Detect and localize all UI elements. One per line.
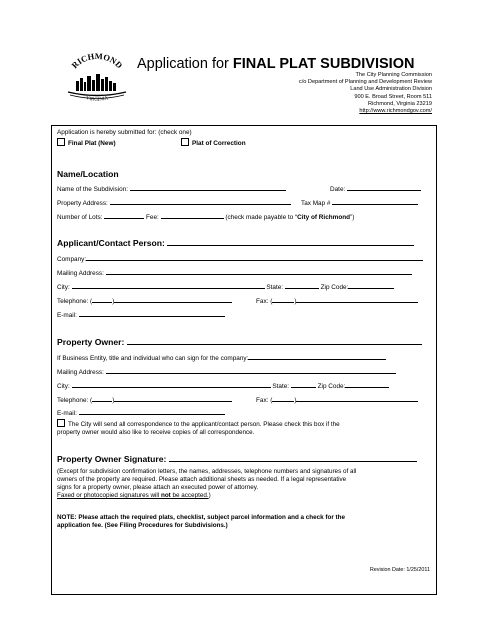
lots-field[interactable] bbox=[104, 212, 144, 219]
row-owner-fax bbox=[256, 395, 418, 404]
tax-map-field[interactable] bbox=[332, 198, 418, 205]
section-heading-applicant bbox=[57, 237, 414, 248]
owner-state-label: State: bbox=[272, 383, 290, 390]
svg-text:VIRGINIA bbox=[85, 96, 109, 103]
address-block bbox=[299, 72, 432, 115]
address-line: The City Planning Commission bbox=[355, 72, 432, 78]
owner-correspondence-checkbox[interactable] bbox=[57, 419, 65, 427]
owner-email-label: E-mail: bbox=[57, 410, 77, 417]
address-line: 900 E. Broad Street, Room 511 bbox=[354, 93, 432, 100]
owner-name-field[interactable] bbox=[127, 336, 422, 345]
row-lots-fee bbox=[57, 212, 354, 221]
zip-label: Zip Code: bbox=[320, 284, 349, 291]
row-owner-telephone bbox=[57, 395, 232, 404]
row-email bbox=[57, 310, 225, 319]
mailing-address-label: Mailing Address: bbox=[57, 270, 104, 277]
owner-city-label: City: bbox=[57, 383, 70, 390]
telephone-label: Telephone: ( bbox=[57, 298, 93, 305]
plat-correction-checkbox[interactable] bbox=[181, 138, 189, 146]
paren-close: ) bbox=[294, 298, 297, 305]
owner-zip-field[interactable] bbox=[345, 381, 389, 388]
applicant-name-field[interactable] bbox=[167, 237, 414, 246]
website-link[interactable]: http://www.richmondgov.com/ bbox=[359, 108, 432, 115]
business-entity-label: If Business Entity, title and individual who can sign for the company: bbox=[57, 355, 249, 362]
company-label: Company: bbox=[57, 256, 87, 263]
faxed-suffix: be accepted. bbox=[170, 492, 209, 499]
richmond-logo bbox=[62, 53, 132, 105]
intro-text: Application is hereby submitted for: (check one) bbox=[57, 129, 192, 136]
state-field[interactable] bbox=[285, 282, 319, 289]
subdivision-name-field[interactable] bbox=[130, 184, 286, 191]
owner-city-field[interactable] bbox=[72, 381, 271, 388]
attachment-note bbox=[57, 514, 345, 530]
section-heading-owner bbox=[57, 336, 422, 347]
property-address-field[interactable] bbox=[110, 198, 291, 205]
company-field[interactable] bbox=[86, 254, 423, 261]
row-fax bbox=[256, 296, 418, 305]
row-owner-city-state-zip bbox=[57, 381, 389, 390]
option-plat-correction[interactable] bbox=[181, 138, 246, 147]
row-company bbox=[57, 254, 423, 263]
tax-map-label: Tax Map # bbox=[301, 200, 331, 207]
row-owner-email bbox=[57, 408, 225, 417]
telephone-area-field[interactable] bbox=[92, 296, 115, 305]
paren-close: ) bbox=[112, 298, 115, 305]
address-line: Land Use Administration Division bbox=[350, 86, 432, 93]
plat-correction-label: Plat of Correction bbox=[192, 140, 246, 147]
faxed-bold: not bbox=[160, 492, 171, 499]
row-property-address bbox=[57, 198, 291, 207]
row-city-state-zip bbox=[57, 282, 394, 291]
owner-telephone-area-field[interactable] bbox=[92, 395, 115, 404]
fee-note-suffix: ”) bbox=[350, 214, 355, 221]
note-line2: application fee. (See Filing Procedures for Subdivisions.) bbox=[57, 522, 228, 529]
row-business-entity bbox=[57, 353, 386, 362]
email-field[interactable] bbox=[79, 310, 225, 317]
fee-label: Fee: bbox=[146, 214, 159, 221]
owner-state-field[interactable] bbox=[291, 381, 316, 388]
note-line1: NOTE: Please attach the required plats, checklist, subject parcel information and a check for the bbox=[57, 514, 345, 521]
row-tax-map bbox=[301, 198, 418, 207]
address-line: c/o Department of Planning and Development Review bbox=[298, 79, 432, 86]
owner-telephone-field[interactable] bbox=[114, 395, 232, 402]
city-label: City: bbox=[57, 284, 70, 291]
section-heading-name-location: Name/Location bbox=[57, 169, 119, 179]
signature-note-line: owners of the property are required. Please attach additional sheets as needed. If a legal representative bbox=[57, 476, 347, 483]
date-label: Date: bbox=[330, 186, 346, 193]
logo-bottom-text: VIRGINIA bbox=[85, 96, 109, 103]
fax-label: Fax: ( bbox=[256, 298, 273, 305]
owner-heading-text: Property Owner: bbox=[57, 337, 125, 347]
owner-zip-label: Zip Code: bbox=[317, 383, 346, 390]
address-line: Richmond, Virginia 23219 bbox=[368, 100, 432, 107]
paren-close: ) bbox=[294, 397, 297, 404]
row-telephone bbox=[57, 296, 232, 305]
faxed-note bbox=[57, 492, 356, 500]
fee-note-bold: City of Richmond bbox=[297, 214, 351, 221]
signature-note bbox=[57, 468, 356, 500]
owner-fax-label: Fax: ( bbox=[256, 397, 273, 404]
title-bold: FINAL PLAT SUBDIVISION bbox=[232, 56, 415, 72]
subdivision-label: Name of the Subdivision: bbox=[57, 186, 129, 193]
final-plat-label: Final Plat (New) bbox=[68, 140, 116, 147]
signature-heading-text: Property Owner Signature: bbox=[57, 454, 167, 464]
logo-top-text: RICHMOND bbox=[69, 53, 125, 71]
business-entity-field[interactable] bbox=[248, 353, 386, 360]
svg-text:RICHMOND bbox=[69, 53, 124, 70]
signature-note-line: signs for a property owner, please attach an executed power of attorney. bbox=[57, 484, 259, 491]
correspondence-text-line1: The City will send all correspondence to the applicant/contact person. Please check this box if the bbox=[68, 421, 340, 428]
title-prefix: Application for bbox=[137, 56, 233, 72]
signature-field[interactable] bbox=[169, 453, 417, 462]
correspondence-text-line2: property owner would also like to receive copies of all correspondence. bbox=[57, 429, 255, 436]
section-heading-signature bbox=[57, 453, 417, 464]
faxed-close: ) bbox=[208, 492, 211, 499]
state-label: State: bbox=[266, 284, 284, 291]
email-label: E-mail: bbox=[57, 312, 77, 319]
owner-email-field[interactable] bbox=[79, 408, 225, 415]
owner-fax-area-field[interactable] bbox=[272, 395, 297, 404]
zip-field[interactable] bbox=[348, 282, 394, 289]
option-final-plat[interactable] bbox=[57, 138, 116, 147]
owner-fax-field[interactable] bbox=[296, 395, 418, 402]
row-owner-mailing bbox=[57, 367, 396, 376]
telephone-field[interactable] bbox=[114, 296, 232, 303]
owner-telephone-label: Telephone: ( bbox=[57, 397, 93, 404]
row-subdivision-name bbox=[57, 184, 286, 193]
mailing-address-field[interactable] bbox=[106, 268, 412, 275]
signature-note-line: (Except for subdivision confirmation letters, the names, addresses, telephone numbers and signatures of all bbox=[57, 468, 357, 475]
owner-mailing-label: Mailing Address: bbox=[57, 369, 104, 376]
lots-label: Number of Lots: bbox=[57, 214, 103, 221]
row-mailing-address bbox=[57, 268, 412, 277]
revision-date: Revision Date: 1/25/2011 bbox=[369, 567, 430, 573]
final-plat-checkbox[interactable] bbox=[57, 138, 65, 146]
owner-mailing-field[interactable] bbox=[106, 367, 396, 374]
property-address-label: Property Address: bbox=[57, 200, 108, 207]
fee-note-prefix: (check made payable to “ bbox=[225, 214, 298, 221]
faxed-prefix: Faxed or photocopied signatures will bbox=[57, 492, 161, 499]
paren-close: ) bbox=[112, 397, 115, 404]
date-field[interactable] bbox=[347, 184, 421, 191]
fee-field[interactable] bbox=[161, 212, 224, 219]
applicant-heading-text: Applicant/Contact Person: bbox=[57, 238, 165, 248]
fax-area-field[interactable] bbox=[272, 296, 297, 305]
fax-field[interactable] bbox=[296, 296, 418, 303]
page-title bbox=[137, 56, 414, 72]
row-date bbox=[330, 184, 421, 193]
city-field[interactable] bbox=[72, 282, 265, 289]
owner-correspondence-checkbox-row bbox=[57, 419, 340, 437]
